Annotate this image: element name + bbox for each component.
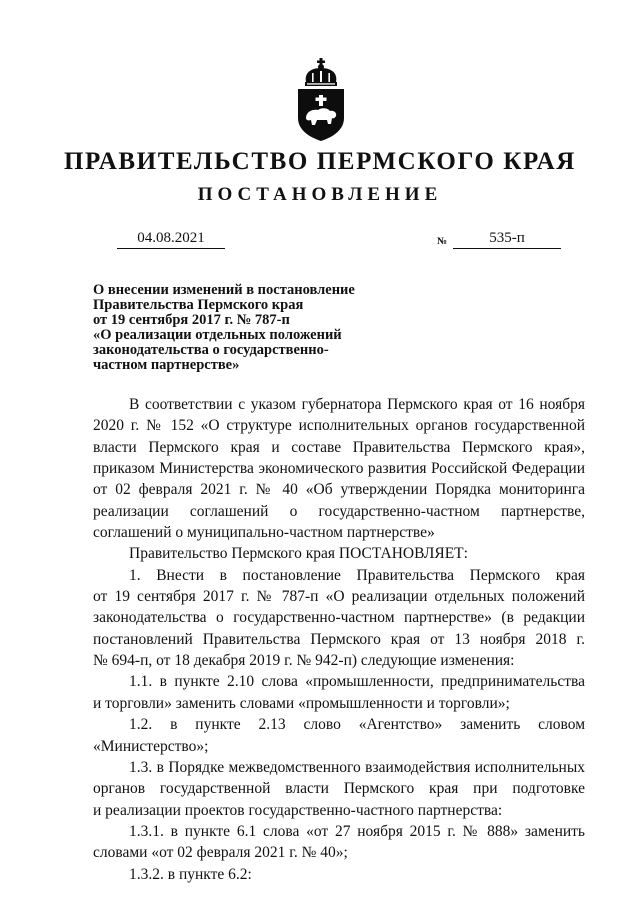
body-line: 1.3. в Порядке межведомственного взаимодействия исполнительных	[129, 758, 585, 776]
government-title: ПРАВИТЕЛЬСТВО ПЕРМСКОГО КРАЯ	[64, 148, 576, 175]
body-line: от 19 сентября 2017 г. № 787-п «О реализации отдельных положений	[93, 588, 585, 606]
body-line: постановлений Правительства Пермского края от 13 ноября 2018 г.	[93, 630, 585, 648]
body-line: от 02 февраля 2021 г. № 40 «Об утверждении Порядка мониторинга	[93, 481, 585, 499]
subject-line: «О реализации отдельных положений	[93, 327, 342, 343]
number-sign: №	[437, 236, 448, 247]
document-date: 04.08.2021	[117, 228, 225, 249]
subject-line: О внесении изменений в постановление	[93, 282, 355, 298]
body-line: «Министерство»;	[93, 737, 209, 755]
subject-line: частном партнерстве»	[93, 357, 240, 373]
body-line: реализации соглашений о государственно-частном партнерстве,	[93, 502, 585, 520]
document-subject	[93, 283, 393, 373]
body-line: Правительство Пермского края ПОСТАНОВЛЯЕТ:	[129, 545, 468, 563]
subject-line: от 19 сентября 2017 г. № 787-п	[93, 312, 290, 328]
perm-krai-coat-of-arms-icon	[290, 58, 352, 142]
body-line: 1.3.1. в пункте 6.1 слова «от 27 ноября 2015 г. № 888» заменить	[129, 822, 585, 840]
document-number: 535-п	[453, 228, 561, 249]
body-line: и реализации проектов государственно-частного партнерства:	[93, 801, 503, 819]
body-line: и торговли» заменить словами «промышленности и торговли»;	[93, 694, 510, 712]
body-line: 2020 г. № 152 «О структуре исполнительных органов государственной	[93, 417, 585, 435]
document-body	[93, 394, 585, 885]
body-line: В соответствии с указом губернатора Пермского края от 16 ноября	[129, 396, 585, 413]
subject-line: законодательства о государственно-	[93, 342, 329, 358]
body-line: 1.2. в пункте 2.13 слово «Агентство» заменить словом	[129, 716, 585, 734]
document-type: ПОСТАНОВЛЕНИЕ	[197, 184, 443, 205]
body-line: законодательства о государственно-частном партнерстве» (в редакции	[93, 609, 585, 627]
subject-line: Правительства Пермского края	[93, 297, 304, 313]
body-line: власти Пермского края и составе Правительства Пермского края»,	[93, 438, 585, 456]
body-line: органов государственной власти Пермского края при подготовке	[93, 780, 585, 798]
body-line: словами «от 02 февраля 2021 г. № 40»;	[93, 844, 348, 862]
body-line: 1.1. в пункте 2.10 слова «промышленности, предпринимательства	[129, 673, 585, 691]
body-line: соглашений о муниципально-частном партнерстве»	[93, 524, 435, 542]
body-line: приказом Министерства экономического развития Российской Федерации	[93, 460, 585, 478]
body-line: 1. Внести в постановление Правительства Пермского края	[129, 566, 585, 584]
body-line: 1.3.2. в пункте 6.2:	[129, 865, 252, 883]
body-line: № 694-п, от 18 декабря 2019 г. № 942-п) следующие изменения:	[93, 652, 515, 670]
